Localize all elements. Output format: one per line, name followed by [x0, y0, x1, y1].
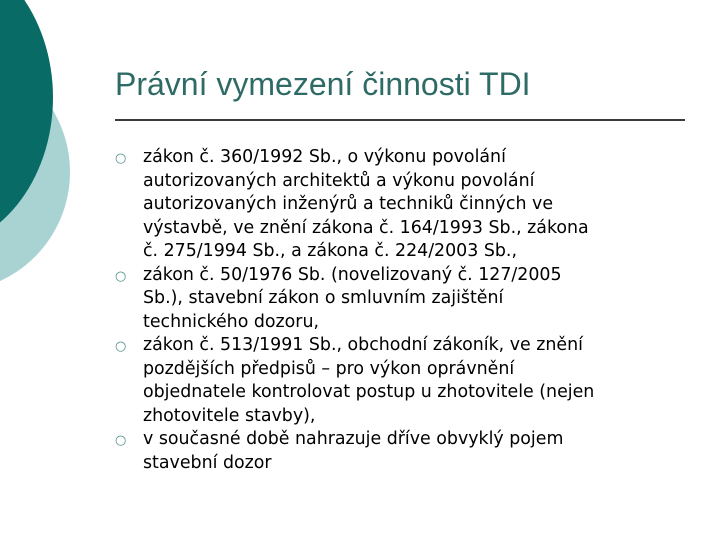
bullet-text: v současné době nahrazuje dříve obvyklý pojem stavební dozor — [143, 429, 564, 473]
bullet-item — [115, 334, 675, 428]
bullet-item — [115, 428, 675, 475]
title-divider — [115, 119, 685, 121]
bullet-circle-icon: ○ — [115, 433, 127, 448]
bullet-circle-icon: ○ — [115, 268, 127, 284]
bullet-circle-icon: ○ — [115, 339, 127, 354]
slide-title: Právní vymezení činnosti TDI — [115, 66, 531, 102]
bullet-text: zákon č. 50/1976 Sb. (novelizovaný č. 127/2005 Sb.), stavební zákon o smluvním zajištění technického dozoru, — [143, 264, 562, 332]
bullet-text: zákon č. 513/1991 Sb., obchodní zákoník, ve znění pozdějších předpisů – pro výkon oprávnění objednatele kontrolovat postup u zhotovitele (nejen zhotovitele stavby), — [143, 335, 595, 426]
bullet-item — [115, 264, 675, 335]
bullet-list — [115, 146, 675, 475]
bullet-text: zákon č. 360/1992 Sb., o výkonu povolání autorizovaných architektů a výkonu povolání autorizovaných inženýrů a techniků činných ve výstavbě, ve znění zákona č. 164/1993 Sb., zákona č. 275/1994 Sb., a zákona č. 224/2003 Sb., — [143, 147, 589, 261]
bullet-circle-icon: ○ — [115, 151, 127, 166]
bullet-item — [115, 146, 675, 264]
